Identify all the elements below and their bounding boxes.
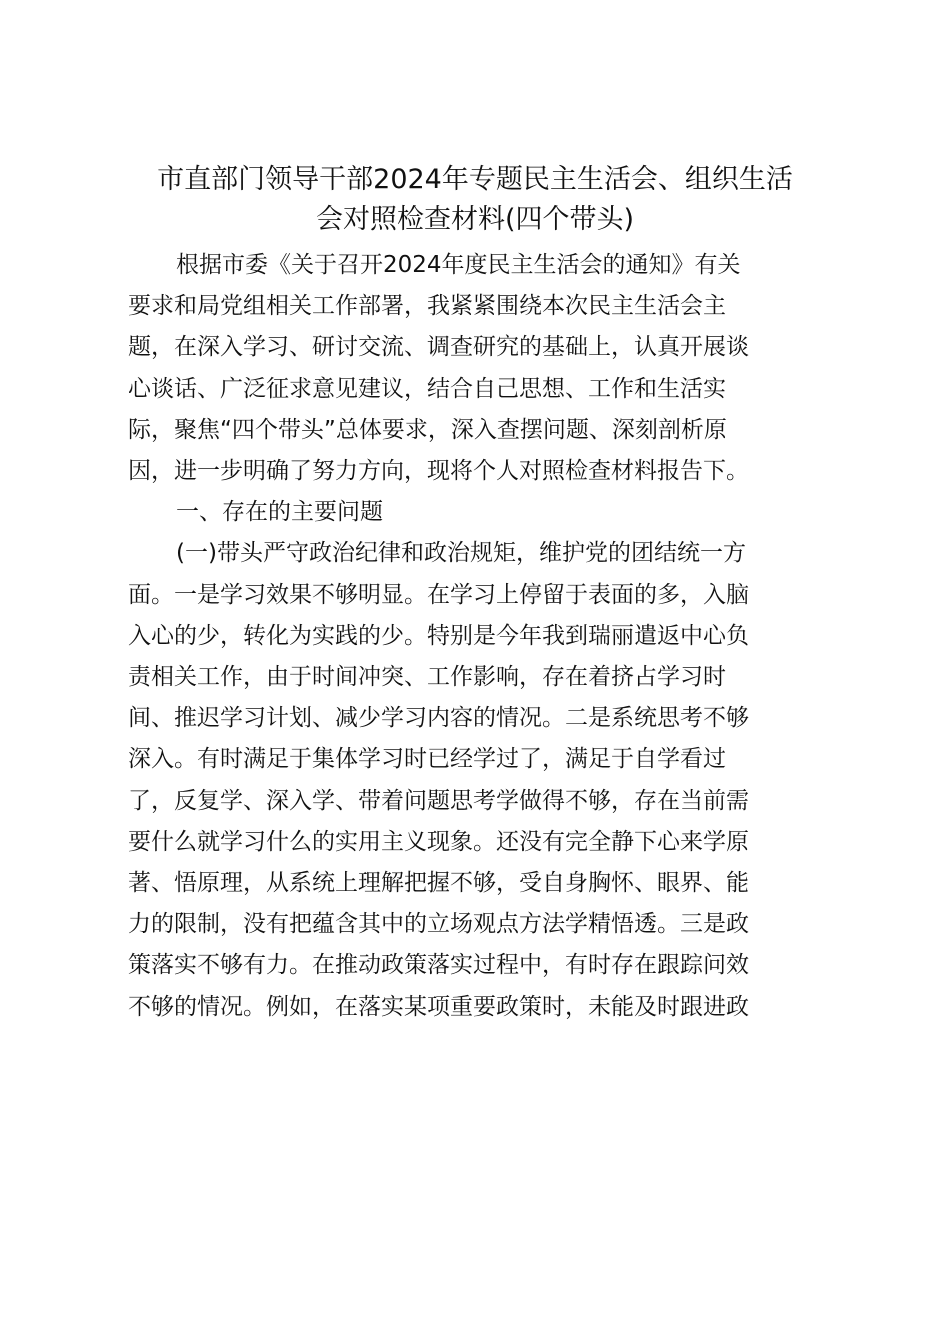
title-line: 市直部门领导干部2024年专题民主生活会、组织生活 <box>157 164 793 195</box>
paragraph-line: 要求和局党组相关工作部署，我紧紧围绕本次民主生活会主 <box>128 293 726 320</box>
paragraph-line: 深入。有时满足于集体学习时已经学过了，满足于自学看过 <box>128 746 726 773</box>
paragraph-line: 心谈话、广泛征求意见建议，结合自己思想、工作和生活实 <box>128 375 726 402</box>
paragraph-line: 著、悟原理，从系统上理解把握不够，受自身胸怀、眼界、能 <box>128 870 749 897</box>
paragraph-line: 责相关工作，由于时间冲突、工作影响，存在着挤占学习时 <box>128 664 726 691</box>
section-heading <box>128 492 822 533</box>
paragraph-line: 力的限制，没有把蕴含其中的立场观点方法学精悟透。三是政 <box>128 911 749 938</box>
paragraph-line: 策落实不够有力。在推动政策落实过程中，有时存在跟踪问效 <box>128 952 749 979</box>
section-heading-text: 一、存在的主要问题 <box>176 499 383 526</box>
paragraph-line: 根据市委《关于召开2024年度民主生活会的通知》有关 <box>176 252 741 278</box>
intro-paragraph <box>128 245 822 492</box>
paragraph-line: 因，进一步明确了努力方向，现将个人对照检查材料报告下。 <box>128 458 749 485</box>
paragraph-line: 不够的情况。例如，在落实某项重要政策时，未能及时跟进政 <box>128 993 749 1020</box>
paragraph-line: 题，在深入学习、研讨交流、调查研究的基础上，认真开展谈 <box>128 334 749 361</box>
document-body <box>128 160 822 1028</box>
paragraph-line: 了，反复学、深入学、带着问题思考学做得不够，存在当前需 <box>128 787 749 814</box>
paragraph-line: 要什么就学习什么的实用主义现象。还没有完全静下心来学原 <box>128 828 749 855</box>
paragraph-line: 面。一是学习效果不够明显。在学习上停留于表面的多，入脑 <box>128 581 749 608</box>
paragraph-line: 间、推迟学习计划、减少学习内容的情况。二是系统思考不够 <box>128 705 749 732</box>
title-line: 会对照检查材料(四个带头) <box>315 204 635 235</box>
paragraph-line: (一)带头严守政治纪律和政治规矩，维护党的团结统一方 <box>176 540 746 567</box>
subsection-paragraph <box>128 533 822 1027</box>
paragraph-line: 际，聚焦“四个带头”总体要求，深入查摆问题、深刻剖析原 <box>128 416 727 443</box>
document-title <box>128 160 822 240</box>
paragraph-line: 入心的少，转化为实践的少。特别是今年我到瑞丽遣返中心负 <box>128 622 749 649</box>
